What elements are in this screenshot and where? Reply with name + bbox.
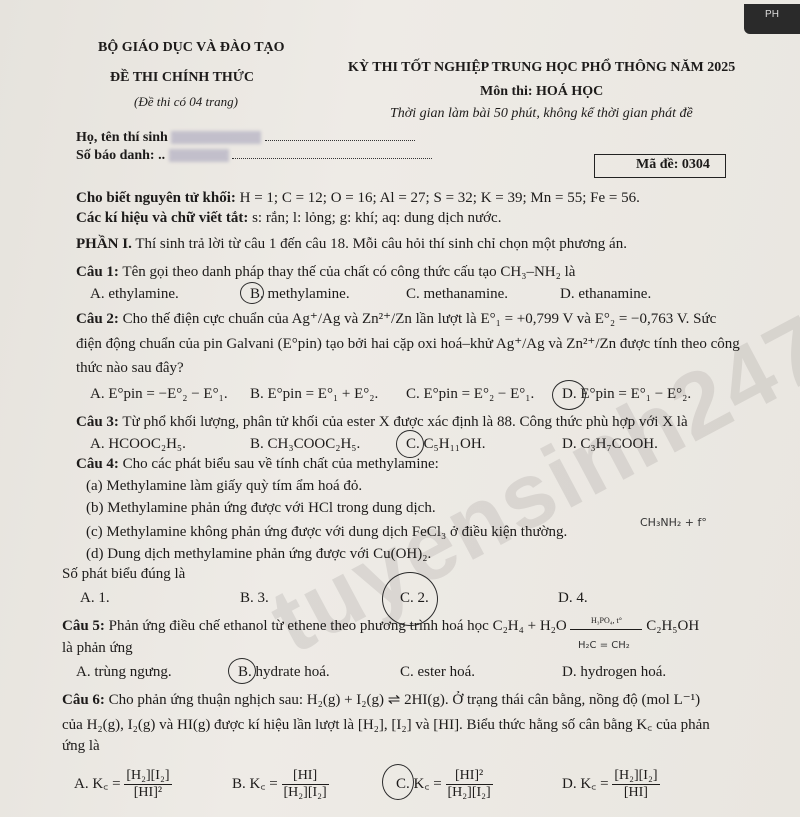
q6-b-denominator: [H₂][I₂] (283, 785, 327, 800)
q1-option-c: C. methanamine. (406, 286, 509, 302)
q6-a-fraction (124, 768, 171, 801)
pages-note: (Đề thi có 04 trang) (134, 94, 238, 109)
q6-c-label: C. K꜀ = (396, 775, 442, 792)
q6-option-a (74, 768, 172, 801)
q3-option-a: A. HCOOC₂H₅. (90, 436, 186, 452)
q6-line1: Cho phản ứng thuận nghịch sau: H₂(g) + I₂(g) ⇌ 2HI(g). Ở trạng thái cân bằng, nồng độ (mol L⁻¹) (108, 692, 701, 708)
q2-option-c: C. E°pin = E°₂ − E°₁. (406, 386, 535, 402)
q3-option-d: D. C₃H₇COOH. (562, 436, 658, 452)
q5-option-d: D. hydrogen hoá. (562, 664, 667, 680)
q6-b-label: B. K꜀ = (232, 775, 278, 792)
q3-text: Từ phổ khối lượng, phân tử khối của ester X được xác định là 88. Công thức phù hợp với X là (122, 414, 688, 430)
q6-b-numerator: [HI] (282, 768, 329, 785)
q2-option-d: D. E°pin = E°₁ − E°₂. (562, 386, 692, 402)
exam-code: Mã đề: 0304 (636, 157, 710, 172)
q3-option-b: B. CH₃COOC₂H₅. (250, 436, 361, 452)
q1-option-d: D. ethanamine. (560, 286, 652, 302)
q4-option-b: B. 3. (240, 590, 269, 606)
q6-d-label: D. K꜀ = (562, 775, 609, 792)
q6-option-b (232, 768, 329, 801)
handwritten-note-1: CH₃NH₂ + f° (640, 516, 707, 529)
q5-arrow-condition: H₃PO₄, t° (590, 616, 622, 625)
symbols-line (76, 210, 501, 227)
q6-c-numerator: [HI]² (446, 768, 493, 785)
q4-statement-d: (d) Dung dịch methylamine phản ứng được với Cu(OH)₂. (86, 546, 432, 562)
q6-d-denominator: [HI] (623, 785, 648, 800)
name-dots (265, 140, 415, 141)
atomic-mass-line (76, 190, 640, 207)
part1-text: Thí sinh trả lời từ câu 1 đến câu 18. Mỗi câu hỏi thí sinh chỉ chọn một phương án. (135, 236, 627, 252)
q4-option-c: C. 2. (400, 590, 429, 606)
exam-title: KỲ THI TỐT NGHIỆP TRUNG HỌC PHỔ THÔNG NĂM 2025 (348, 60, 736, 75)
q3-option-c: C. C₅H₁₁OH. (406, 436, 486, 452)
q2-answer-circle (552, 380, 586, 410)
q2-stem-3: thức nào sau đây? (76, 360, 184, 376)
q4-text: Cho các phát biểu sau về tính chất của methylamine: (122, 456, 439, 472)
q4-stem (76, 456, 439, 473)
part1-title: PHẦN I. (76, 236, 132, 252)
q1-stem (76, 264, 575, 281)
q4-option-d: D. 4. (558, 590, 588, 606)
q4-ask: Số phát biểu đúng là (62, 566, 186, 582)
q5-text: Phản ứng điều chế ethanol từ ethene theo phương trình hoá học C₂H₄ + H₂O (108, 618, 567, 634)
q2-label: Câu 2: (76, 311, 119, 327)
id-dots (232, 158, 432, 159)
name-redacted (171, 131, 261, 144)
q5-label: Câu 5: (62, 618, 105, 634)
q6-a-label: A. K꜀ = (74, 775, 121, 792)
q6-answer-circle (382, 764, 414, 800)
q2-stem-2: điện động chuẩn của pin Galvani (E°pin) tạo bởi hai cặp oxi hoá–khử Ag⁺/Ag và Zn²⁺/Zn được tính theo công (76, 336, 740, 352)
part1-heading (76, 236, 627, 253)
symbols-label: Các kí hiệu và chữ viết tắt: (76, 210, 249, 226)
q1-option-a: A. ethylamine. (90, 286, 179, 302)
q6-a-numerator: [H₂][I₂] (126, 768, 170, 783)
q5-arrow (570, 616, 642, 630)
q6-b-fraction (282, 768, 329, 801)
q5-answer-circle (228, 658, 256, 684)
q6-c-fraction (446, 768, 493, 801)
id-redacted (169, 149, 229, 162)
q1-text: Tên gọi theo danh pháp thay thế của chất có công thức cấu tạo CH₃–NH₂ là (122, 264, 576, 280)
q6-c-denominator: [H₂][I₂] (447, 785, 491, 800)
symbols-values: s: rắn; l: lỏng; g: khí; aq: dung dịch nước. (252, 210, 502, 226)
official-label: ĐỀ THI CHÍNH THỨC (110, 70, 255, 85)
q5-option-a: A. trùng ngưng. (76, 664, 172, 680)
q1-label: Câu 1: (76, 264, 119, 280)
name-label (76, 130, 415, 146)
time-note: Thời gian làm bài 50 phút, không kể thời gian phát đề (390, 106, 693, 121)
q3-label: Câu 3: (76, 414, 119, 430)
subject-label: Môn thi: HOÁ HỌC (480, 84, 604, 99)
q6-label: Câu 6: (62, 692, 105, 708)
q2-stem-1 (76, 309, 716, 328)
atomic-label: Cho biết nguyên tử khối: (76, 190, 236, 206)
q6-stem-2: của H₂(g), I₂(g) và HI(g) được kí hiệu lần lượt là [H₂], [I₂] và [HI]. Biểu thức hằng số cân bằng K꜀ của phản (62, 717, 710, 733)
atomic-values: H = 1; C = 12; O = 16; Al = 27; S = 32; K = 39; Mn = 55; Fe = 56. (239, 190, 640, 206)
q4-statement-a: (a) Methylamine làm giấy quỳ tím ẩm hoá đỏ. (86, 478, 363, 494)
q3-answer-circle (396, 430, 424, 458)
q2-line1: Cho thế điện cực chuẩn của Ag⁺/Ag và Zn²⁺/Zn lần lượt là E°₁ = +0,799 V và E°₂ = −0,763 V. Sức (122, 311, 717, 327)
q6-d-numerator: [H₂][I₂] (614, 768, 658, 783)
q2-option-b: B. E°pin = E°₁ + E°₂. (250, 386, 379, 402)
q6-stem-3: ứng là (62, 738, 100, 754)
q5-option-c: C. ester hoá. (400, 664, 475, 680)
q1-option-b: B. methylamine. (250, 286, 350, 302)
q6-a-denominator: [HI]² (133, 785, 163, 800)
id-label (76, 148, 432, 164)
q4-statement-b: (b) Methylamine phản ứng được với HCl trong dung dịch. (86, 500, 436, 516)
handwritten-note-2: H₂C = CH₂ (578, 640, 630, 651)
q4-statement-c: (c) Methylamine không phản ứng được với dung dịch FeCl₃ ở điều kiện thường. (86, 524, 568, 540)
name-label-text: Họ, tên thí sinh (76, 130, 168, 145)
q5-option-b: B. hydrate hoá. (238, 664, 330, 680)
q6-d-fraction (612, 768, 659, 801)
q5-product: C₂H₅OH (646, 618, 700, 634)
corner-badge: PH (744, 4, 800, 34)
q6-stem-1 (62, 690, 700, 709)
q5-stem (62, 618, 699, 635)
q4-label: Câu 4: (76, 456, 119, 472)
q1-answer-circle (240, 282, 264, 304)
q5-stem-2: là phản ứng (62, 640, 133, 656)
q4-option-a: A. 1. (80, 590, 110, 606)
q2-option-a: A. E°pin = −E°₂ − E°₁. (90, 386, 228, 402)
q6-option-d (562, 768, 660, 801)
id-label-text: Số báo danh: .. (76, 148, 166, 163)
q3-stem (76, 414, 688, 431)
q5-arrow-line (570, 629, 642, 630)
ministry-title: BỘ GIÁO DỤC VÀ ĐÀO TẠO (98, 40, 285, 55)
